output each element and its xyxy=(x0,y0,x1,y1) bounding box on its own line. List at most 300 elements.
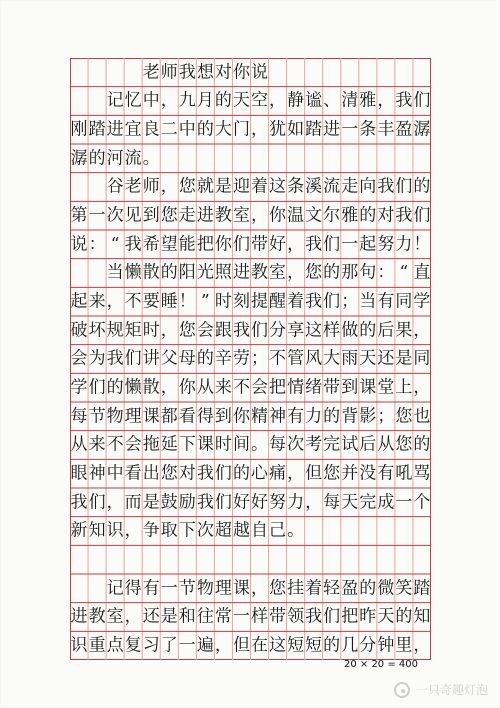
grid-cell-char: ， xyxy=(160,176,178,197)
grid-cell-char: 努 xyxy=(269,492,287,513)
grid-cell-char: 理 xyxy=(214,578,232,599)
grid-cell-char: 提 xyxy=(250,291,268,312)
grid-cell-char: 刻 xyxy=(232,291,250,312)
grid-cell-char: 的 xyxy=(196,119,214,140)
grid-cell-char: 不 xyxy=(124,291,142,312)
grid-cell-char: 次 xyxy=(287,434,305,455)
grid-cell-char: 越 xyxy=(232,520,250,541)
grid-cell-char: 记 xyxy=(106,578,124,599)
grid-cell-char xyxy=(178,145,196,173)
grid-cell-char: 散 xyxy=(142,377,160,398)
grid-cell-char: 点 xyxy=(106,635,124,656)
grid-cell-char: 我 xyxy=(178,62,196,83)
grid-cell-char: 潺 xyxy=(70,148,88,169)
grid-cell-char: 你 xyxy=(178,377,196,398)
grid-cell-char: 室 xyxy=(269,262,287,283)
grid-cell-char: 懒 xyxy=(124,377,142,398)
grid-cell-char: 睡 xyxy=(160,291,178,312)
grid-cell-char: 笑 xyxy=(395,578,413,599)
grid-cell-char xyxy=(413,546,431,574)
grid-cell-char: 是 xyxy=(160,606,178,627)
grid-cell-char: 的 xyxy=(106,377,124,398)
grid-cell-char: 轻 xyxy=(323,578,341,599)
grid-cell-char: 一 xyxy=(88,205,106,226)
grid-cell-char: 有 xyxy=(142,578,160,599)
grid-cell-char: 超 xyxy=(214,520,232,541)
grid-cell-char: 溪 xyxy=(305,176,323,197)
grid-cell-char: 争 xyxy=(142,520,160,541)
grid-cell-char: 天 xyxy=(377,606,395,627)
essay-line xyxy=(70,115,431,144)
grid-cell-char: 您 xyxy=(269,578,287,599)
grid-cell-char: 条 xyxy=(359,119,377,140)
grid-cell-char: 踏 xyxy=(305,119,323,140)
grid-cell-char: 你 xyxy=(214,234,232,255)
grid-cell-char: 吼 xyxy=(395,463,413,484)
grid-cell-char: 不 xyxy=(269,348,287,369)
grid-cell-char: 坏 xyxy=(88,320,106,341)
grid-cell-char: 老 xyxy=(142,62,160,83)
grid-cell-char: 见 xyxy=(124,205,142,226)
grid-cell-char: 都 xyxy=(160,406,178,427)
grid-cell-char: 的 xyxy=(214,90,232,111)
grid-cell-char: 学 xyxy=(413,291,431,312)
grid-cell-char: 。 xyxy=(142,148,160,169)
grid-cell-char xyxy=(323,517,341,545)
grid-cell-char: 那 xyxy=(341,262,359,283)
grid-cell-char xyxy=(196,145,214,173)
grid-cell-char: 昨 xyxy=(359,606,377,627)
grid-cell-char: 享 xyxy=(287,320,305,341)
grid-cell-char: 希 xyxy=(142,234,160,255)
grid-cell-char: ： xyxy=(88,234,106,255)
grid-cell-char xyxy=(305,59,323,87)
grid-cell-char: 讲 xyxy=(142,348,160,369)
grid-cell-char: 有 xyxy=(377,463,395,484)
grid-cell-char xyxy=(341,517,359,545)
grid-cell-char: 新 xyxy=(70,520,88,541)
grid-cell-char: 你 xyxy=(269,205,287,226)
grid-cell-char: 们 xyxy=(323,606,341,627)
grid-cell-char: 时 xyxy=(214,291,232,312)
essay-line xyxy=(70,631,431,660)
grid-cell-char: 的 xyxy=(395,606,413,627)
grid-cell-char: 好 xyxy=(232,492,250,513)
grid-cell-char: 时 xyxy=(214,434,232,455)
grid-cell-char: ， xyxy=(413,377,431,398)
grid-cell-char: ： xyxy=(377,262,395,283)
grid-cell-char: 下 xyxy=(178,434,196,455)
grid-cell-char: 精 xyxy=(250,406,268,427)
grid-cell-char xyxy=(341,546,359,574)
grid-cell-char: 你 xyxy=(232,62,250,83)
grid-cell-char: 鼓 xyxy=(160,492,178,513)
grid-cell-char: 一 xyxy=(341,119,359,140)
grid-cell-char xyxy=(70,575,88,603)
essay-line xyxy=(70,144,431,173)
grid-cell-char xyxy=(413,59,431,87)
grid-cell-char: 一 xyxy=(160,578,178,599)
grid-cell-char: 从 xyxy=(196,377,214,398)
grid-cell-char: 课 xyxy=(142,406,160,427)
grid-cell-char: 从 xyxy=(377,434,395,455)
grid-cell-char: 努 xyxy=(377,234,395,255)
grid-cell-char: 盈 xyxy=(395,119,413,140)
grid-cell-char xyxy=(323,546,341,574)
grid-cell-char xyxy=(287,546,305,574)
grid-cell-char: 门 xyxy=(232,119,250,140)
grid-cell-char: 是 xyxy=(214,176,232,197)
grid-cell-char: ； xyxy=(377,406,395,427)
grid-cell-char: 这 xyxy=(305,320,323,341)
grid-cell-char: ， xyxy=(250,205,268,226)
grid-cell-char: 老 xyxy=(124,176,142,197)
grid-cell-char: 雅 xyxy=(341,205,359,226)
grid-cell-char: 破 xyxy=(70,320,88,341)
grid-cell-char: 拖 xyxy=(142,434,160,455)
grid-cell-char: 室 xyxy=(106,606,124,627)
grid-cell-char xyxy=(142,546,160,574)
grid-cell-char: 天 xyxy=(341,492,359,513)
grid-cell-char: 同 xyxy=(395,291,413,312)
grid-cell-char xyxy=(377,546,395,574)
grid-cell-char: 到 xyxy=(341,377,359,398)
grid-cell-char xyxy=(106,59,124,87)
grid-cell-char: 到 xyxy=(142,205,160,226)
grid-cell-char: 短 xyxy=(287,635,305,656)
grid-cell-char: 大 xyxy=(214,119,232,140)
red-writing-grid xyxy=(70,58,431,660)
grid-cell-char: 绪 xyxy=(305,377,323,398)
grid-cell-char: 的 xyxy=(413,176,431,197)
grid-cell-char: 懒 xyxy=(124,262,142,283)
grid-cell-char: 做 xyxy=(341,320,359,341)
grid-cell-char xyxy=(305,517,323,545)
grid-cell-char: 进 xyxy=(196,205,214,226)
grid-cell-char: 钟 xyxy=(377,635,395,656)
grid-cell-char: 们 xyxy=(250,320,268,341)
grid-cell-char: 中 xyxy=(178,119,196,140)
grid-cell-char: 一 xyxy=(232,606,250,627)
grid-cell-char: 说 xyxy=(70,234,88,255)
grid-cell-char: 把 xyxy=(341,606,359,627)
grid-cell-char: 规 xyxy=(106,320,124,341)
grid-cell-char xyxy=(413,517,431,545)
grid-cell-char: 风 xyxy=(305,348,323,369)
grid-cell-char: 能 xyxy=(178,234,196,255)
grid-cell-char xyxy=(232,546,250,574)
handwritten-text-layer xyxy=(70,58,431,660)
grid-cell-char: 到 xyxy=(214,406,232,427)
grid-cell-char: 就 xyxy=(196,176,214,197)
grid-cell-char: 的 xyxy=(323,406,341,427)
grid-cell-char: 一 xyxy=(395,492,413,513)
grid-cell-char xyxy=(359,546,377,574)
grid-cell-char: 走 xyxy=(341,176,359,197)
grid-cell-char: 来 xyxy=(214,377,232,398)
essay-line xyxy=(70,603,431,632)
grid-cell-char: 、 xyxy=(323,90,341,111)
essay-line xyxy=(70,87,431,116)
grid-cell-char xyxy=(88,87,106,115)
grid-cell-char: 。 xyxy=(250,434,268,455)
grid-cell-char: 还 xyxy=(142,606,160,627)
grid-cell-char: 们 xyxy=(88,492,106,513)
grid-cell-char: 潺 xyxy=(413,119,431,140)
grid-cell-char: 考 xyxy=(305,434,323,455)
grid-cell-char xyxy=(305,145,323,173)
grid-cell-char: 来 xyxy=(88,291,106,312)
grid-cell-char xyxy=(250,546,268,574)
grid-cell-char: 常 xyxy=(214,606,232,627)
grid-cell-char: 一 xyxy=(341,234,359,255)
essay-title-row xyxy=(70,58,431,87)
grid-cell-char: 犹 xyxy=(269,119,287,140)
grid-cell-char: ， xyxy=(250,119,268,140)
grid-cell-char: 记 xyxy=(106,90,124,111)
grid-cell-char xyxy=(70,546,88,574)
grid-cell-char: 完 xyxy=(359,492,377,513)
grid-cell-char: 流 xyxy=(124,148,142,169)
grid-cell-char: 的 xyxy=(160,262,178,283)
grid-cell-char: 宜 xyxy=(124,119,142,140)
grid-cell-char: 九 xyxy=(178,90,196,111)
grid-cell-char: 们 xyxy=(413,205,431,226)
grid-cell-char: 光 xyxy=(196,262,214,283)
grid-cell-char: 每 xyxy=(70,406,88,427)
grid-cell-char: 看 xyxy=(124,463,142,484)
grid-cell-char: 了 xyxy=(160,635,178,656)
grid-cell-char: 物 xyxy=(196,578,214,599)
grid-cell-char xyxy=(214,145,232,173)
essay-line xyxy=(70,173,431,202)
grid-cell-char: 不 xyxy=(106,434,124,455)
grid-cell-char xyxy=(88,259,106,287)
grid-cell-char: 当 xyxy=(359,291,377,312)
grid-cell-char xyxy=(287,145,305,173)
grid-cell-char: 样 xyxy=(323,320,341,341)
grid-cell-char xyxy=(88,575,106,603)
grid-cell-char: 间 xyxy=(232,434,250,455)
essay-line xyxy=(70,345,431,374)
grid-cell-char: ； xyxy=(250,348,268,369)
grid-cell-char: ， xyxy=(287,463,305,484)
grid-cell-char: 的 xyxy=(359,205,377,226)
grid-cell-char: 看 xyxy=(178,406,196,427)
grid-cell-char: 好 xyxy=(269,234,287,255)
grid-cell-char: 有 xyxy=(287,406,305,427)
grid-cell-char: ， xyxy=(106,291,124,312)
grid-cell-char: 几 xyxy=(341,635,359,656)
grid-cell-char: ， xyxy=(124,520,142,541)
grid-cell-char xyxy=(287,59,305,87)
essay-line xyxy=(70,259,431,288)
grid-cell-char xyxy=(70,173,88,201)
grid-cell-char: 痛 xyxy=(269,463,287,484)
grid-cell-char xyxy=(359,145,377,173)
grid-cell-char xyxy=(341,59,359,87)
grid-cell-char: 谧 xyxy=(305,90,323,111)
grid-cell-char xyxy=(106,546,124,574)
grid-cell-char: 当 xyxy=(106,262,124,283)
grid-cell-char: 望 xyxy=(160,234,178,255)
grid-cell-char: ， xyxy=(269,90,287,111)
grid-cell-char: 但 xyxy=(232,635,250,656)
grid-cell-char: 忆 xyxy=(124,90,142,111)
grid-cell-char: 我 xyxy=(124,234,142,255)
grid-cell-char: 天 xyxy=(232,90,250,111)
grid-cell-char: 第 xyxy=(70,205,88,226)
grid-cell-char: ， xyxy=(250,578,268,599)
grid-cell-char: 您 xyxy=(178,320,196,341)
grid-cell-char: 识 xyxy=(106,520,124,541)
grid-cell-char: 着 xyxy=(305,578,323,599)
grid-cell-char: 个 xyxy=(413,492,431,513)
grid-cell-char: 带 xyxy=(323,377,341,398)
grid-cell-char: 劳 xyxy=(232,348,250,369)
grid-cell-char: 会 xyxy=(70,348,88,369)
grid-cell-char: 次 xyxy=(196,520,214,541)
grid-cell-char: 每 xyxy=(323,492,341,513)
grid-cell-char xyxy=(88,59,106,87)
grid-cell-char: 我 xyxy=(305,606,323,627)
grid-cell-char: 后 xyxy=(359,434,377,455)
grid-cell-char: 进 xyxy=(70,606,88,627)
grid-cell-char: 盈 xyxy=(341,578,359,599)
grid-cell-char: 带 xyxy=(250,234,268,255)
essay-line xyxy=(70,287,431,316)
grid-cell-char: 雨 xyxy=(341,348,359,369)
grid-cell-char xyxy=(413,145,431,173)
grid-cell-char: 静 xyxy=(287,90,305,111)
grid-cell-char: 我 xyxy=(395,90,413,111)
grid-cell-char xyxy=(214,546,232,574)
grid-cell-char xyxy=(377,517,395,545)
grid-cell-char: 教 xyxy=(214,205,232,226)
grid-cell-char: 力 xyxy=(305,406,323,427)
grid-cell-char xyxy=(377,59,395,87)
grid-cell-char xyxy=(269,145,287,173)
grid-cell-char: 踏 xyxy=(413,578,431,599)
grid-size-footer: 20 × 20 = 400 xyxy=(343,659,418,670)
grid-cell-char: 起 xyxy=(359,234,377,255)
watermark xyxy=(394,681,488,698)
grid-cell-char: ” xyxy=(201,291,210,312)
grid-cell-char: 刚 xyxy=(70,119,88,140)
grid-cell-char: 背 xyxy=(341,406,359,427)
grid-cell-char: 己 xyxy=(269,520,287,541)
grid-cell-char: 着 xyxy=(287,291,305,312)
grid-cell-char: 迎 xyxy=(232,176,250,197)
grid-cell-char: 雅 xyxy=(359,90,377,111)
grid-cell-char: 们 xyxy=(395,176,413,197)
grid-cell-char: 着 xyxy=(250,176,268,197)
grid-cell-char: 重 xyxy=(88,635,106,656)
grid-cell-char: 们 xyxy=(124,348,142,369)
grid-cell-char: 样 xyxy=(250,606,268,627)
grid-cell-char: 来 xyxy=(88,434,106,455)
grid-cell-char: 们 xyxy=(323,234,341,255)
grid-cell-char: ， xyxy=(305,492,323,513)
essay-line xyxy=(70,402,431,431)
grid-cell-char: 在 xyxy=(250,635,268,656)
grid-cell-char: 二 xyxy=(160,119,178,140)
grid-cell-char: 上 xyxy=(395,377,413,398)
grid-cell-char: 成 xyxy=(377,492,395,513)
grid-cell-char: 温 xyxy=(287,205,305,226)
grid-cell-char: 进 xyxy=(106,119,124,140)
grid-cell-char: 我 xyxy=(305,291,323,312)
grid-cell-char: 我 xyxy=(232,320,250,341)
grid-cell-char: 我 xyxy=(305,234,323,255)
grid-cell-char xyxy=(160,145,178,173)
grid-cell-char: 的 xyxy=(323,262,341,283)
grid-cell-char: 把 xyxy=(196,234,214,255)
grid-cell-char xyxy=(359,517,377,545)
grid-cell-char: 们 xyxy=(323,291,341,312)
grid-cell-char: 进 xyxy=(323,119,341,140)
grid-cell-char: 我 xyxy=(106,348,124,369)
grid-cell-char xyxy=(395,59,413,87)
grid-cell-char: 节 xyxy=(88,406,106,427)
grid-cell-char: 每 xyxy=(269,434,287,455)
grid-cell-char xyxy=(395,546,413,574)
grid-cell-char: ， xyxy=(413,635,431,656)
grid-cell-char: 对 xyxy=(178,463,196,484)
grid-cell-char xyxy=(196,546,214,574)
grid-cell-char: 谷 xyxy=(106,176,124,197)
grid-cell-char: 室 xyxy=(232,205,250,226)
grid-cell-char: 踏 xyxy=(88,119,106,140)
grid-cell-char xyxy=(88,546,106,574)
grid-cell-char: 中 xyxy=(106,463,124,484)
grid-cell-char: 并 xyxy=(341,463,359,484)
grid-cell-char: 理 xyxy=(124,406,142,427)
grid-cell-char: 还 xyxy=(377,348,395,369)
grid-cell-char: 我 xyxy=(377,176,395,197)
grid-cell-char: ， xyxy=(160,377,178,398)
grid-cell-char: ， xyxy=(214,635,232,656)
grid-cell-char: 是 xyxy=(142,492,160,513)
grid-cell-char: 但 xyxy=(305,463,323,484)
grid-cell-char: ， xyxy=(160,320,178,341)
grid-cell-char: 识 xyxy=(70,635,88,656)
grid-cell-char: 得 xyxy=(124,578,142,599)
grid-cell-char: 管 xyxy=(287,348,305,369)
grid-cell-char: ； xyxy=(341,291,359,312)
grid-cell-char: 带 xyxy=(269,606,287,627)
grid-cell-char: 我 xyxy=(196,492,214,513)
grid-cell-char: 课 xyxy=(359,377,377,398)
grid-cell-char: 母 xyxy=(178,348,196,369)
grid-cell-char: 这 xyxy=(269,635,287,656)
grid-cell-char xyxy=(359,59,377,87)
grid-cell-char: 课 xyxy=(232,578,250,599)
grid-cell-char: 跟 xyxy=(214,320,232,341)
essay-line xyxy=(70,459,431,488)
grid-cell-char: 文 xyxy=(305,205,323,226)
grid-cell-char: 良 xyxy=(142,119,160,140)
grid-cell-char: 的 xyxy=(413,434,431,455)
grid-cell-char: 天 xyxy=(359,348,377,369)
grid-cell-char: 您 xyxy=(395,434,413,455)
grid-cell-char: 眼 xyxy=(70,463,88,484)
grid-cell-char: 的 xyxy=(88,148,106,169)
grid-cell-char xyxy=(341,145,359,173)
grid-cell-char: 空 xyxy=(250,90,268,111)
grid-cell-char: 往 xyxy=(196,606,214,627)
grid-cell-char: 你 xyxy=(232,406,250,427)
